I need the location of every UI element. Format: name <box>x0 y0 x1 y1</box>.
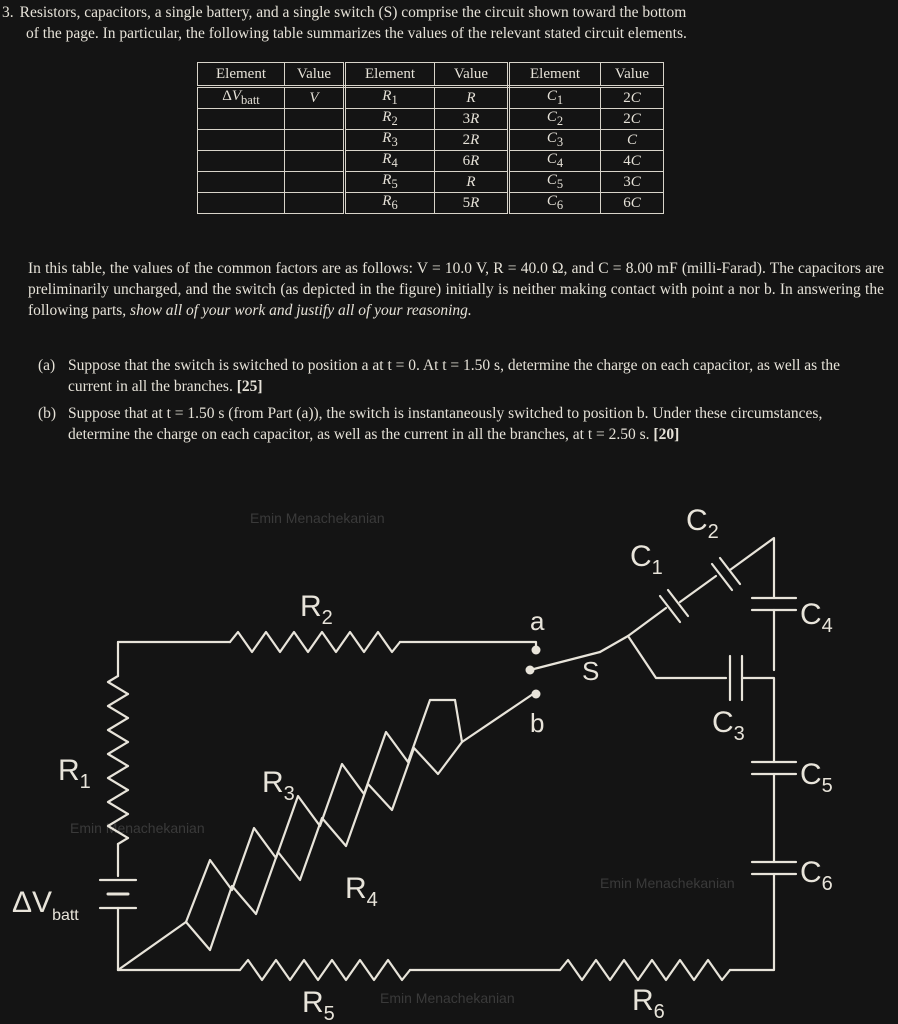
problem-number: 3. <box>2 4 14 21</box>
table-cell: V <box>285 87 345 109</box>
label-r5: $R_5$ <box>302 986 335 1024</box>
label-c1: $C_1$ <box>630 540 663 579</box>
table-cell: C <box>601 130 664 151</box>
label-c5: $C_5$ <box>800 758 833 797</box>
wire-c1-c2 <box>680 576 716 602</box>
table-cell: 5R <box>435 193 509 214</box>
table-cell: $R_4$ <box>345 151 435 172</box>
table-cell: 4C <box>601 151 664 172</box>
wire-to-b <box>455 692 536 742</box>
watermark-text: Emin Menachekanian <box>250 510 385 526</box>
table-cell: 2C <box>601 87 664 109</box>
wire-switch-node <box>600 636 628 652</box>
wire-diagonal-start <box>118 922 186 970</box>
table-cell <box>198 151 285 172</box>
wire-to-a <box>400 642 536 648</box>
table-cell: 3C <box>601 172 664 193</box>
part-b <box>38 403 884 445</box>
element-values-table <box>197 62 664 214</box>
resistor-r4 <box>186 742 462 950</box>
intro-line-1: Resistors, capacitors, a single battery, and a single switch (S) comprise the circuit shown toward the bottom <box>19 4 687 21</box>
table-cell <box>198 109 285 130</box>
table-cell: 6R <box>435 151 509 172</box>
table-row <box>198 193 664 214</box>
table-cell: $R_5$ <box>345 172 435 193</box>
part-a-points: [25] <box>236 378 263 395</box>
label-battery: $\Delta V_{batt}$ <box>12 886 79 924</box>
table-cell: $R_3$ <box>345 130 435 151</box>
table-cell <box>198 193 285 214</box>
label-r6: $R_6$ <box>632 984 665 1023</box>
problem-paragraph <box>28 258 884 321</box>
table-header-cell: Element <box>345 63 435 87</box>
table-cell: R <box>435 87 509 109</box>
label-r3: $R_3$ <box>262 766 295 805</box>
part-a-text: Suppose that the switch is switched to position a at t = 0. At t = 1.50 s, determine the charge on each capacitor, as well as the current in all the branches. <box>68 357 841 395</box>
watermark-text: Emin Menachekanian <box>70 820 205 836</box>
part-b-text: Suppose that at t = 1.50 s (from Part (a)), the switch is instantaneously switched to position b. Under these circumstances, determine the charge on each capacitor, as well as the current in all the branches, at t = 2.50 s. <box>68 405 823 443</box>
contact-a <box>532 646 541 655</box>
table-header-cell: Value <box>285 63 345 87</box>
paragraph-emphasis: show all of your work and justify all of your reasoning. <box>130 302 472 319</box>
label-switch: S <box>582 656 600 686</box>
intro-line-2: of the page. In particular, the following table summarizes the values of the relevant stated circuit elements. <box>26 25 687 42</box>
resistor-r1 <box>108 676 128 844</box>
part-b-points: [20] <box>653 426 680 443</box>
label-r2: $R_2$ <box>300 590 333 629</box>
table-cell: 2C <box>601 109 664 130</box>
table-cell <box>285 130 345 151</box>
table-cell <box>198 130 285 151</box>
table-cell: $C_1$ <box>509 87 601 109</box>
table-header-cell: Element <box>509 63 601 87</box>
circuit-diagram <box>0 480 898 1024</box>
table-cell <box>285 172 345 193</box>
table-cell <box>285 151 345 172</box>
resistor-r6 <box>560 960 730 980</box>
contact-b <box>532 690 541 699</box>
paragraph-text: In this table, the values of the common factors are as follows: V = 10.0 V, R = 40.0 Ω, and C = 8.00 mF (milli-Farad). The capacitors are preliminarily uncharged, and the switch (as depicted in the figure) initially is neither making contact with point a nor b. In answering the following parts, <box>28 260 884 319</box>
part-a-label: (a) <box>38 357 56 374</box>
table-header-cell: Element <box>198 63 285 87</box>
label-c2: $C_2$ <box>686 504 719 543</box>
wire-c3-left <box>628 636 726 678</box>
table-header-cell: Value <box>435 63 509 87</box>
problem-intro <box>2 2 892 44</box>
table-body <box>198 87 664 214</box>
table-cell: $C_6$ <box>509 193 601 214</box>
table-cell: $C_4$ <box>509 151 601 172</box>
table-cell: $\Delta V_{batt}$ <box>198 87 285 109</box>
watermark-text: Emin Menachekanian <box>600 875 735 891</box>
label-c3: $C_3$ <box>712 706 745 745</box>
table-row <box>198 151 664 172</box>
table-row <box>198 87 664 109</box>
label-r1: $R_1$ <box>58 754 91 793</box>
table-cell <box>198 172 285 193</box>
label-c4: $C_4$ <box>800 598 833 637</box>
resistor-r2 <box>230 632 400 652</box>
resistor-r3 <box>186 700 455 922</box>
table-cell: $C_2$ <box>509 109 601 130</box>
wire-c1-left <box>628 608 666 636</box>
table-header-cell: Value <box>601 63 664 87</box>
label-c6: $C_6$ <box>800 856 833 895</box>
wire-c2-right <box>730 538 774 598</box>
table-cell: $C_5$ <box>509 172 601 193</box>
table-cell: 2R <box>435 130 509 151</box>
label-r4: $R_4$ <box>345 872 378 911</box>
table-cell: R <box>435 172 509 193</box>
table-cell: 3R <box>435 109 509 130</box>
watermark-text: Emin Menachekanian <box>380 990 515 1006</box>
table-cell <box>285 109 345 130</box>
table-header-row <box>198 63 664 87</box>
contact-switch-pivot <box>526 666 535 675</box>
table-cell: $R_6$ <box>345 193 435 214</box>
wire-c3-right <box>742 678 774 762</box>
part-b-label: (b) <box>38 405 57 422</box>
table-row <box>198 172 664 193</box>
table-row <box>198 130 664 151</box>
table-cell <box>285 193 345 214</box>
part-a <box>38 355 884 397</box>
wire-bottom-right <box>730 884 774 970</box>
label-point-a: a <box>530 606 545 636</box>
resistor-r5 <box>240 960 410 980</box>
table-cell: $C_3$ <box>509 130 601 151</box>
label-point-b: b <box>530 708 545 738</box>
table-cell: $R_1$ <box>345 87 435 109</box>
table-cell: 6C <box>601 193 664 214</box>
table-row <box>198 109 664 130</box>
table-cell: $R_2$ <box>345 109 435 130</box>
